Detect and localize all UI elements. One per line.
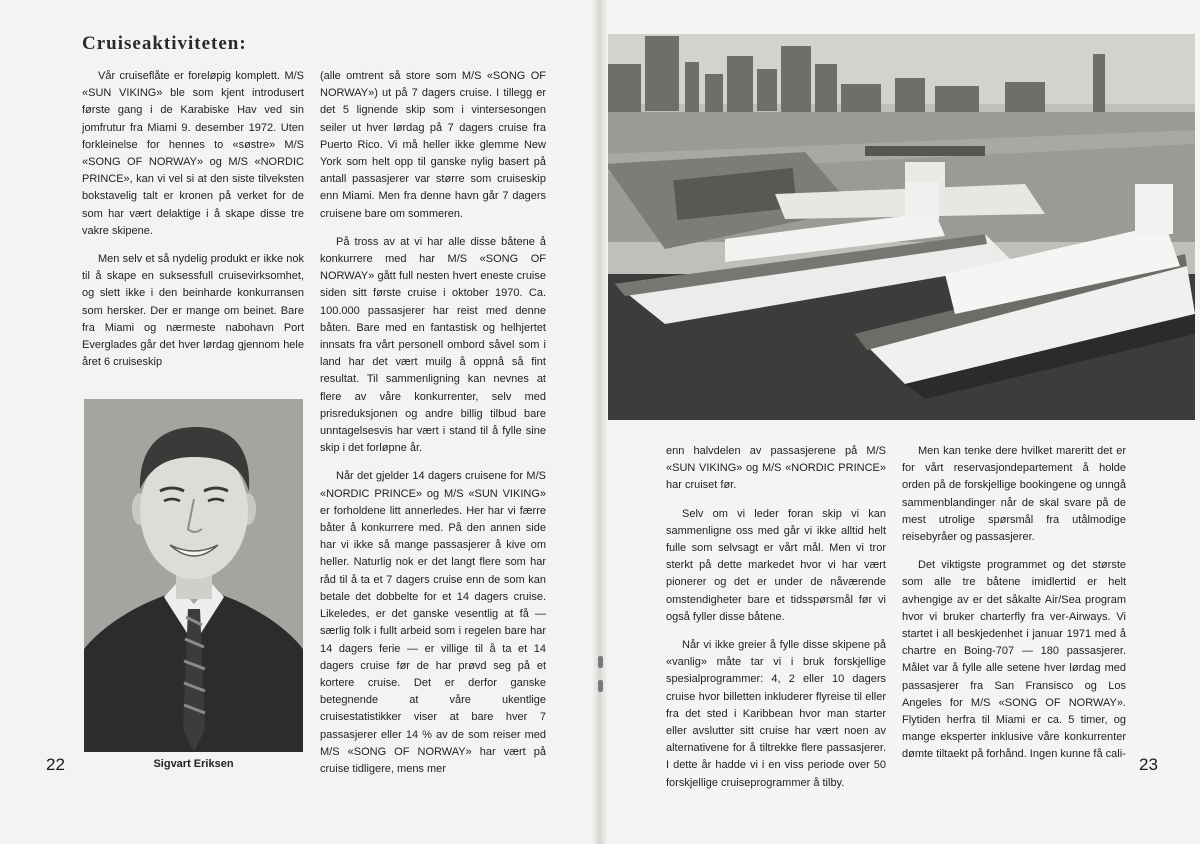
paragraph: Det viktigste programmet og det største som alle tre båtene imidlertid er helt avhengige av er det såkalte Air/Sea program hvor vi bruker charterfly fra ver-Airways. Vi startet i all beskjedenhet i januar 1971 med å chartre en Boing-707 — 180 passasjerer. Målet var å fylle alle setene hver lørdag med passasjerer fra San Fransisco og Los Angeles for M/S «SONG OF NORWAY». Flytiden herfra til Miami er ca. 5 timer, og mange eksperter inklusive våre konkurrenter dømte tiltaekt på forhånd. Ingen kunne få cali- [902,559,1126,761]
page-number-left: 22 [46,755,65,774]
portrait-caption: Sigvart Eriksen [153,758,234,770]
portrait-photo [84,399,303,752]
page-gutter [592,0,608,844]
text-column-3 [666,443,886,803]
paragraph: Når det gjelder 14 dagers cruisene for M/S «NORDIC PRINCE» og M/S «SUN VIKING» er forholdene litt annerledes. Her har vi færre båter å konkurrere med. På den annen side har vi ikke så mange passasjerer å kive om heller. Naturlig nok er det langt flere som har råd til å ta et 7 dagers cruise enn de som kan betale det dobbelte for et 14 dagers cruise. Likeledes, er det ganske vesentlig at få — særlig folk i fullt arbeid som i regelen bare har 14 dagers ferie — er villige til å ta et 14 dagers cruise før de har prøvd seg på et kortere cruise. Det er derfor ganske betegnende at våre ukentlige cruisestatistikker viser at bare hver 7 passasjerer eller 14 % av de som reiser med M/S «SONG OF NORWAY» har vært på cruise tidligere, mens mer [320,470,546,775]
text-column-1 [82,68,304,382]
page-number-right: 23 [1139,755,1158,774]
text-column-4 [902,443,1126,775]
paragraph: Når vi ikke greier å fylle disse skipene på «vanlig» måte tar vi i bruk forskjellige spesialprogrammer: 4, 2 eller 10 dagers cruise hvor billetten inkluderer flyreise til eller fra det sted i Karibbean hvor man starter eller avslutter sitt cruise har vært noen av alternativene for å tiltrekke flere passasjerer. I dette år hadde vi i en viss periode over 50 forskjellige cruiseprogrammer å tilby. [666,639,886,789]
cruise-ships-photo [605,34,1195,420]
paragraph: På tross av at vi har alle disse båtene å konkurrere med har M/S «SONG OF NORWAY» gått full nesten hvert eneste cruise siden sitt første cruise i oktober 1970. Ca. 100.000 passasjerer har reist med denne båten. Bare med en fantastisk og helhjertet innsats fra vårt personell ombord såvel som i land har det vært muilg å oppnå så fint resultat. Til sammenligning kan nevnes at flere av våre konkurrenter, selv med prisreduksjonen og andre billig tilbud bare unntagelsesvis har vært i stand til å fylle sine skip i det forløpne år. [320,235,546,455]
paragraph: Vår cruiseflåte er foreløpig komplett. M/S «SUN VIKING» ble som kjent introdusert første gang i de Karabiske Hav ved sin jomfrutur fra Miami 9. desember 1972. Uten forkleinelse for hennes to «søstre» M/S «SONG OF NORWAY» og M/S «NORDIC PRINCE», kan vi vel si at den siste tilveksten bokstavelig talt er kronen på verket for de som har vært delaktige i å skape disse tre vakre skipene. [82,70,304,237]
paragraph: Selv om vi leder foran skip vi kan sammenligne oss med går vi ikke alltid helt fulle som selvsagt er vårt mål. Men vi tror sterkt på dette markedet hvor vi har vært pionerer og det er under de nåværende omstendigheter bare et tidsspørsmål før vi også fyller disse båtene. [666,507,886,623]
paragraph: Men kan tenke dere hvilket mareritt det er for vårt reservasjondepartement å holde orden på de forskjellige bookingene og unngå sammenblandinger når de skal svare på de mest utrolige spørsmål fra utålmodige reisebyråer og passasjerer. [902,445,1126,544]
article-heading: Cruiseaktiviteten: [82,33,247,54]
staple [598,680,603,692]
text-column-2 [320,68,546,789]
paragraph: Men selv et så nydelig produkt er ikke nok til å skape en suksessfull cruisevirksomhet, og slett ikke i den beinharde konkurransen som hersker. Der er mange om beinet. Bare fra Miami og nærmeste nabohavn Port Everglades går det hver lørdag gjennom hele året 6 cruiseskip [82,253,304,369]
paragraph: enn halvdelen av passasjerene på M/S «SUN VIKING» og M/S «NORDIC PRINCE» har cruiset før. [666,445,886,492]
staple [598,656,603,668]
paragraph: (alle omtrent så store som M/S «SONG OF NORWAY») ut på 7 dagers cruise. I tillegg er det 5 lignende skip som i vintersesongen seiler ut hver lørdag på 7 dagers cruise fra Puerto Rico. Vi må heller ikke glemme New York som helt opp til ganske nylig basert på antall passasjerer var større som cruiseskip enn Miami. Men fra denne havn går 7 dagers cruisene bare om sommeren. [320,70,546,220]
